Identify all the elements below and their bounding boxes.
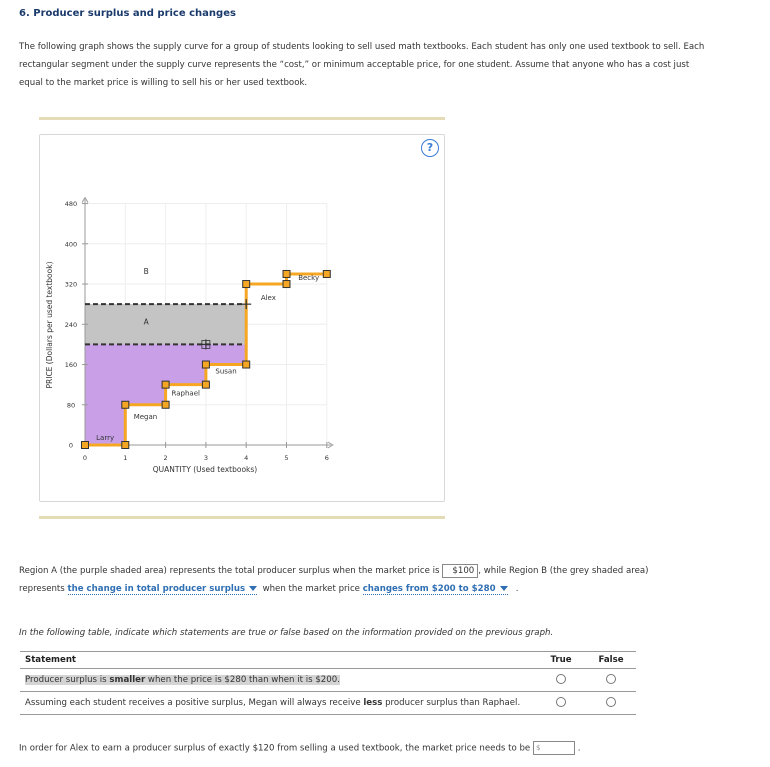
region-a-label: A [143, 317, 149, 327]
final-question-text: In order for Alex to earn a producer surplus of exactly $120 from selling a used textbook, the market price needs to be [19, 743, 531, 754]
true-cell [536, 692, 586, 715]
statement-prefix: Assuming each student receives a positive surplus, Megan will always receive [25, 698, 364, 708]
supply-point-marker [82, 442, 89, 449]
dropdown-price-change-value: changes from $200 to $280 [362, 584, 496, 594]
chevron-down-icon [500, 586, 508, 591]
dropdown-price-change[interactable] [363, 584, 508, 595]
chevron-down-icon [249, 586, 257, 591]
question-intro: The following graph shows the supply curve for a group of students looking to sell used math textbooks. Each student has only one used textbook to sell. Each rectangular segment under the supply curve represents the “cost,” or minimum acceptable price, for one student. Assume that anyone who has a cost just equal to the market price is willing to sell his or her used textbook. [19, 42, 705, 88]
radio-false[interactable] [606, 697, 616, 707]
seller-label-raphael: Raphael [171, 389, 200, 398]
radio-false[interactable] [606, 674, 616, 684]
false-cell [586, 692, 636, 715]
statement-suffix: when the price is $280 than when it is $200. [145, 675, 340, 685]
market-price-input[interactable]: $100 [442, 564, 478, 578]
y-tick-label: 480 [64, 200, 78, 209]
x-tick-label: 2 [163, 454, 168, 462]
y-tick-label: 80 [66, 401, 76, 410]
supply-point-marker [243, 281, 250, 288]
final-question-end: . [577, 743, 581, 754]
price-answer-input[interactable]: $ [533, 741, 575, 755]
supply-point-marker [122, 442, 129, 449]
dropdown-represents[interactable] [68, 584, 258, 595]
statement-prefix: Producer surplus is [25, 675, 110, 685]
question-title: 6. Producer surplus and price changes [19, 8, 236, 19]
seller-label-alex: Alex [260, 294, 276, 303]
statement-bold: smaller [109, 675, 146, 685]
statement-cell [20, 692, 536, 715]
seller-label-megan: Megan [133, 412, 158, 421]
statement-text [25, 675, 340, 685]
region-b-area [85, 304, 246, 344]
dropdown-represents-value: the change in total producer surplus [67, 584, 246, 594]
statement-cell [20, 669, 536, 692]
true-false-table [20, 651, 636, 715]
header-statement: Statement [20, 652, 536, 669]
supply-point-marker [283, 281, 290, 288]
x-tick-label: 4 [244, 454, 249, 462]
supply-point-marker [283, 270, 290, 277]
header-false: False [586, 652, 636, 669]
x-axis-title: QUANTITY (Used textbooks) [152, 465, 258, 474]
supply-point-marker [162, 381, 169, 388]
help-icon[interactable]: ? [421, 139, 439, 157]
table-row [20, 692, 636, 715]
x-tick-label: 6 [324, 454, 329, 462]
x-tick-label: 0 [82, 454, 88, 462]
table-instructions: In the following table, indicate which statements are true or false based on the information provided on the previous graph. [19, 628, 554, 638]
supply-point-marker [122, 401, 129, 408]
x-tick-label: 5 [284, 454, 289, 462]
true-cell [536, 669, 586, 692]
supply-point-marker [323, 270, 330, 277]
header-true: True [536, 652, 586, 669]
y-tick-label: 320 [64, 280, 78, 289]
y-tick-label: 400 [64, 240, 78, 249]
y-axis-title: PRICE (Dollars per used textbook) [45, 261, 54, 389]
region-text-part1: Region A (the purple shaded area) represents the total producer surplus when the market price is [19, 566, 440, 576]
supply-point-marker [162, 401, 169, 408]
table-row [20, 669, 636, 692]
region-text-part4: when the market price [262, 584, 360, 594]
region-statement [19, 562, 749, 598]
supply-point-marker [243, 361, 250, 368]
y-tick-label: 240 [64, 320, 78, 329]
y-tick-label: 160 [64, 361, 78, 370]
divider-bottom [39, 516, 445, 519]
seller-label-becky: Becky [298, 273, 320, 282]
table-header-row [20, 652, 636, 669]
supply-point-marker [202, 381, 209, 388]
region-text-part2: , while Region B (the grey shaded area) [478, 566, 649, 576]
statement-suffix: producer surplus than Raphael. [382, 698, 521, 708]
region-text-end: . [515, 584, 519, 594]
y-tick-label: 0 [68, 441, 74, 450]
final-question [19, 741, 580, 755]
seller-label-larry: Larry [96, 434, 115, 442]
region-text-part3: represents [19, 584, 65, 594]
false-cell [586, 669, 636, 692]
seller-label-susan: Susan [215, 367, 237, 376]
x-tick-label: 3 [203, 454, 208, 462]
statement-bold: less [363, 698, 383, 708]
radio-true[interactable] [556, 674, 566, 684]
x-tick-label: 1 [123, 454, 128, 462]
region-b-label: B [143, 267, 149, 277]
radio-true[interactable] [556, 697, 566, 707]
supply-point-marker [202, 361, 209, 368]
